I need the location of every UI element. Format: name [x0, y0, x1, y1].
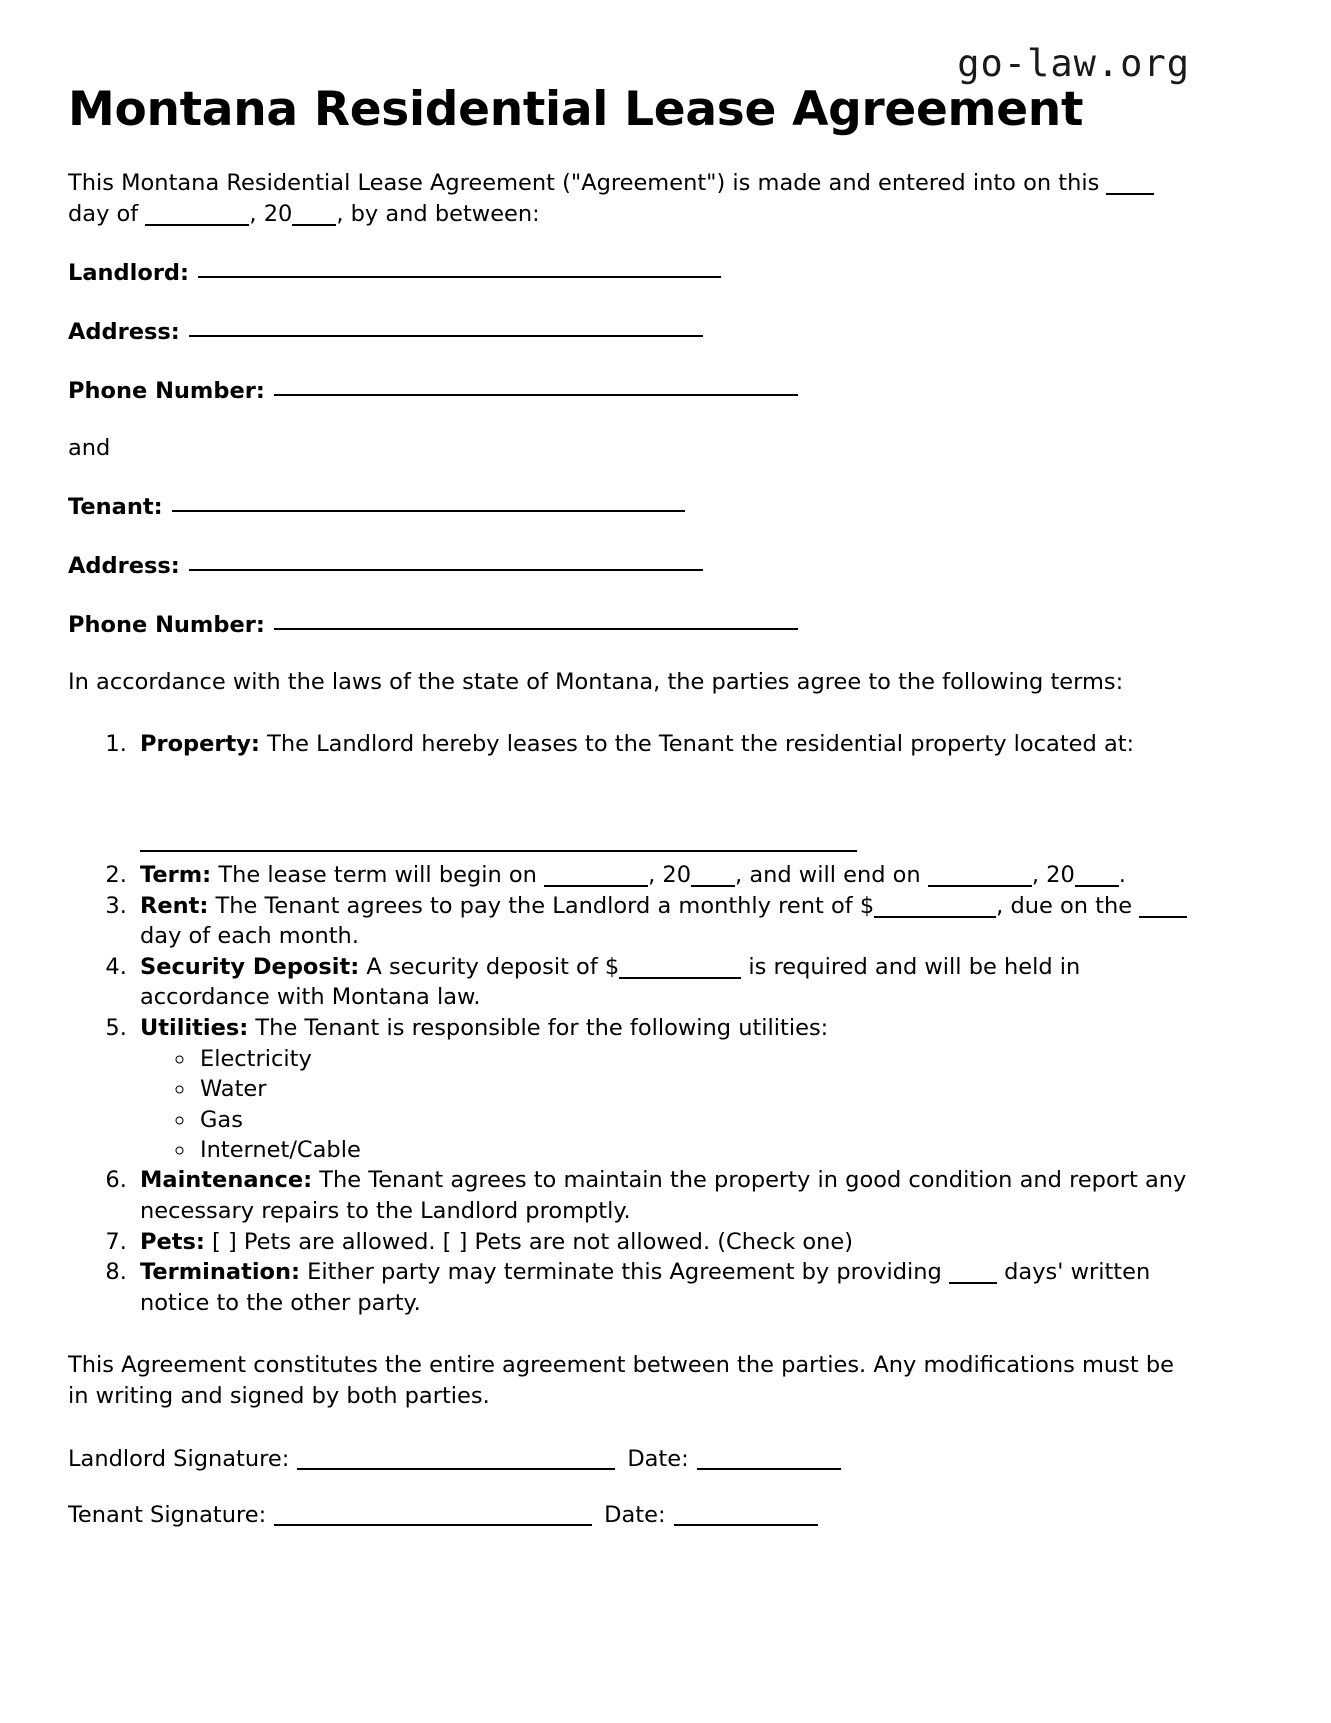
spacer [68, 230, 1190, 256]
tenant-date-blank[interactable] [674, 1504, 818, 1526]
tenant-date-label: Date: [604, 1502, 666, 1529]
spacer [68, 1474, 1190, 1500]
landlord-signature-row [68, 1444, 1190, 1475]
term-item-termination [134, 1257, 1190, 1318]
and-conjunction: and [68, 434, 111, 461]
term-property-heading: Property: [140, 731, 260, 758]
intro-month-blank[interactable] [145, 203, 249, 226]
term-item-rent [134, 891, 1190, 952]
landlord-signature-label: Landlord Signature: [68, 1445, 290, 1472]
term-start-date-blank[interactable] [544, 864, 648, 887]
term-maintenance-heading: Maintenance: [140, 1167, 313, 1194]
tenant-field [68, 490, 1190, 523]
landlord-input-blank[interactable] [198, 254, 721, 279]
term-rent-text-c: day of each month. [140, 923, 359, 950]
term-item-maintenance [134, 1165, 1190, 1226]
page-title: Montana Residential Lease Agreement [68, 82, 1084, 137]
accordance-paragraph: In accordance with the laws of the state of Montana, the parties agree to the following terms: [68, 668, 1124, 695]
landlord-address-field [68, 315, 1190, 348]
term-item-term [134, 860, 1190, 891]
landlord-phone-label: Phone Number: [68, 378, 265, 405]
spacer [68, 348, 1190, 374]
tenant-address-input-blank[interactable] [189, 547, 703, 572]
site-watermark: go-law.org [957, 42, 1190, 85]
tenant-input-blank[interactable] [172, 488, 685, 513]
spacer [68, 137, 1190, 168]
rent-amount-blank[interactable] [874, 895, 996, 918]
term-deposit-text-b: is required and will be held in accordance with Montana law. [140, 953, 1081, 1011]
spacer [68, 582, 1190, 608]
tenant-address-label: Address: [68, 553, 180, 580]
term-item-utilities [134, 1013, 1190, 1166]
list-item: ◦ Internet/Cable [196, 1135, 1190, 1165]
intro-text-a: This Montana Residential Lease Agreement ("Agreement") is made and entered into on this [68, 170, 1107, 197]
term-property-text: The Landlord hereby leases to the Tenant the residential property located at: [259, 731, 1135, 758]
term-term-text-d: , 20 [1031, 861, 1075, 888]
term-rent-heading: Rent: [140, 892, 209, 919]
term-termination-text-a: Either party may terminate this Agreement by providing [300, 1259, 949, 1286]
intro-text-c: , 20 [249, 201, 293, 228]
landlord-signature-blank[interactable] [297, 1447, 615, 1469]
landlord-label: Landlord: [68, 260, 190, 287]
term-rent-body [140, 891, 1190, 952]
intro-year-blank[interactable] [292, 203, 336, 226]
landlord-address-input-blank[interactable] [189, 313, 703, 338]
term-utilities-body [140, 1013, 1190, 1044]
term-pets-body [140, 1227, 1190, 1258]
closing-paragraph: This Agreement constitutes the entire agreement between the parties. Any modifications must be in writing and signed by both parties. [68, 1352, 1174, 1410]
landlord-phone-field [68, 374, 1190, 407]
tenant-signature-blank[interactable] [274, 1504, 592, 1526]
landlord-phone-input-blank[interactable] [274, 372, 798, 397]
term-item-security-deposit [134, 952, 1190, 1013]
term-item-pets [134, 1227, 1190, 1258]
spacer [68, 289, 1190, 315]
term-deposit-heading: Security Deposit: [140, 953, 360, 980]
tenant-signature-row [68, 1500, 1190, 1531]
term-deposit-body [140, 952, 1190, 1013]
intro-day-blank[interactable] [1106, 173, 1154, 196]
tenant-address-field [68, 549, 1190, 582]
list-item: ◦ Gas [196, 1105, 1190, 1135]
term-deposit-text-a: A security deposit of $ [359, 953, 620, 980]
document-content [68, 0, 1190, 1531]
property-address-blank-row [140, 760, 1190, 860]
tenant-phone-input-blank[interactable] [274, 606, 798, 631]
term-term-body [140, 860, 1190, 891]
spacer [68, 464, 1190, 490]
spacer [68, 1412, 1190, 1444]
term-term-text-c: , and will end on [735, 861, 928, 888]
tenant-signature-label: Tenant Signature: [68, 1502, 267, 1529]
term-utilities-heading: Utilities: [140, 1014, 249, 1041]
deposit-amount-blank[interactable] [619, 956, 741, 979]
landlord-address-label: Address: [68, 319, 180, 346]
spacer [68, 697, 1190, 729]
landlord-date-label: Date: [627, 1445, 689, 1472]
term-start-year-blank[interactable] [691, 864, 735, 887]
term-termination-heading: Termination: [140, 1259, 301, 1286]
term-end-date-blank[interactable] [928, 864, 1032, 887]
term-rent-text-b: , due on the [996, 892, 1140, 919]
landlord-date-blank[interactable] [697, 1447, 841, 1469]
landlord-field [68, 256, 1190, 289]
list-item: ◦ Electricity [196, 1044, 1190, 1074]
term-maintenance-body [140, 1165, 1190, 1226]
term-term-text-e: . [1118, 861, 1126, 888]
term-maintenance-text: The Tenant agrees to maintain the property in good condition and report any necessary repairs to the Landlord promptly. [140, 1167, 1187, 1225]
term-term-text-b: , 20 [648, 861, 692, 888]
term-term-heading: Term: [140, 861, 212, 888]
intro-paragraph [68, 168, 1190, 229]
terms-list [68, 729, 1190, 1318]
intro-text-d: , by and between: [336, 201, 540, 228]
spacer [68, 1318, 1190, 1350]
term-pets-heading: Pets: [140, 1228, 205, 1255]
term-termination-text-b: days' written notice to the other party. [140, 1259, 1151, 1316]
spacer [68, 407, 1190, 433]
tenant-label: Tenant: [68, 494, 163, 521]
utilities-list [140, 1044, 1190, 1166]
term-end-year-blank[interactable] [1075, 864, 1119, 887]
term-term-text-a: The lease term will begin on [211, 861, 545, 888]
tenant-phone-field [68, 608, 1190, 641]
intro-text-b: day of [68, 201, 146, 228]
termination-notice-days-blank[interactable] [949, 1262, 997, 1285]
term-property-body [140, 729, 1190, 760]
spacer [68, 641, 1190, 667]
term-utilities-text: The Tenant is responsible for the following utilities: [248, 1014, 829, 1041]
term-pets-text[interactable]: [ ] Pets are allowed. [ ] Pets are not allowed. (Check one) [204, 1228, 854, 1255]
tenant-phone-label: Phone Number: [68, 612, 265, 639]
term-item-property [134, 729, 1190, 860]
term-termination-body [140, 1257, 1190, 1318]
rent-due-day-blank[interactable] [1139, 895, 1187, 918]
term-rent-text-a: The Tenant agrees to pay the Landlord a monthly rent of $ [208, 892, 875, 919]
property-address-blank[interactable] [140, 850, 857, 852]
list-item: ◦ Water [196, 1074, 1190, 1104]
spacer [68, 523, 1190, 549]
